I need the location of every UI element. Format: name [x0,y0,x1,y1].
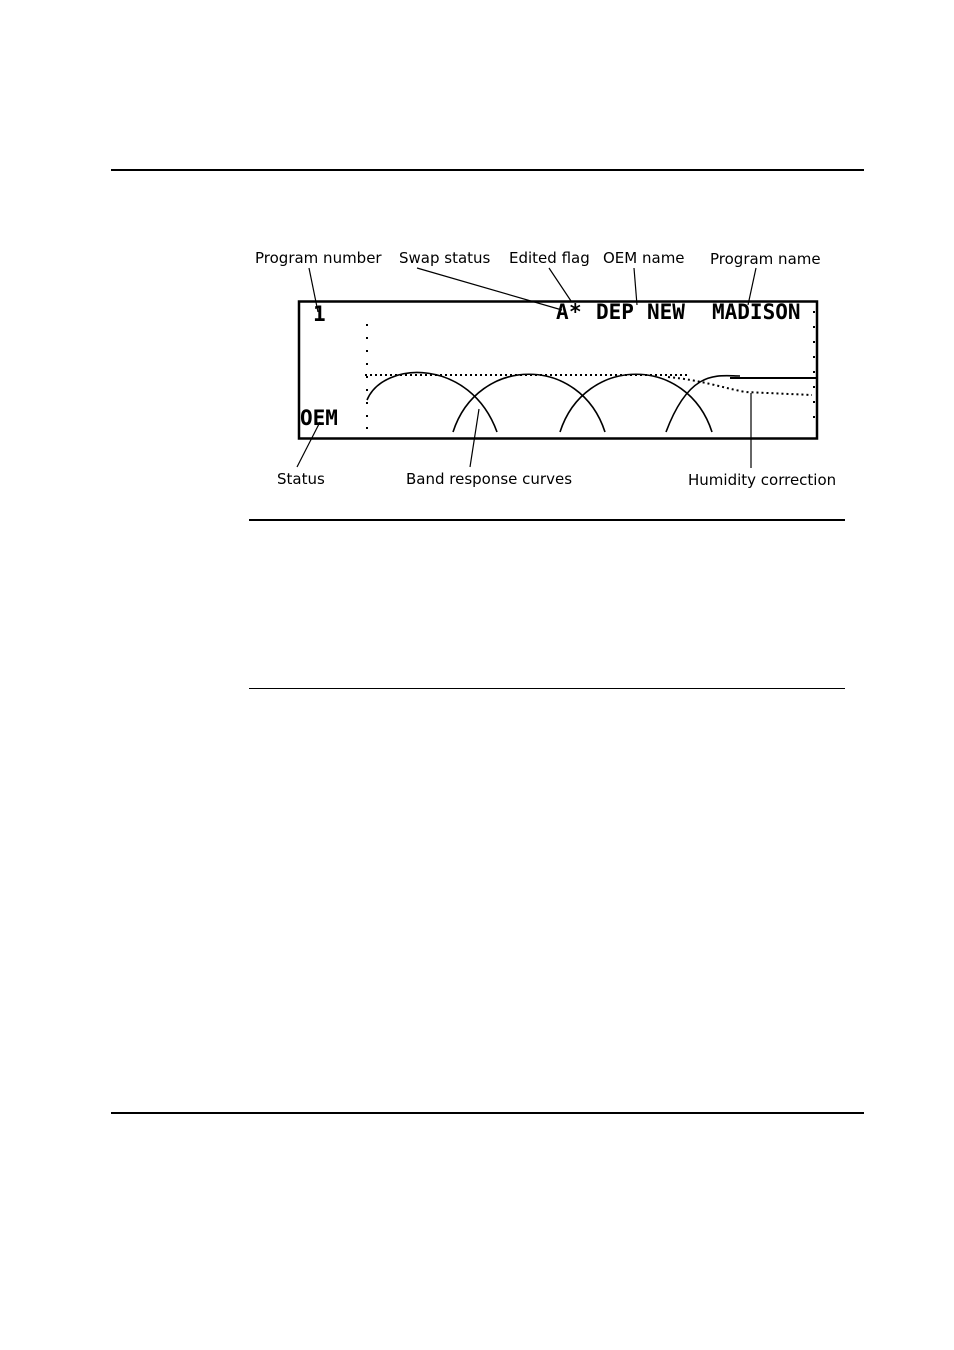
humidity-correction-curve [668,377,812,395]
band-curve-4 [666,376,740,432]
callout-oem-name: OEM name [603,249,685,267]
band-curve-2 [453,374,605,432]
band-curve-3 [560,374,712,432]
lcd-new-label: NEW [647,300,685,324]
leader-oem-name [634,268,637,305]
callout-swap-status: Swap status [399,249,491,267]
callout-band-response-curves: Band response curves [406,470,573,488]
lcd-edited-flag: * [569,300,582,324]
leader-swap-status [417,268,562,310]
lcd-swap-status: A [556,300,569,324]
callout-program-name: Program name [710,250,821,268]
callout-program-number: Program number [255,249,382,267]
callout-edited-flag: Edited flag [509,249,590,267]
callout-humidity-correction: Humidity correction [688,471,837,489]
band-response-curves [367,372,740,432]
lcd-oem-name: DEP [596,300,634,324]
lcd-right-axis [813,311,815,418]
leader-edited-flag [549,268,571,301]
lcd-status: OEM [300,406,338,430]
lcd-left-axis [366,324,368,429]
lcd-program-number: 1 [313,302,326,326]
band-curve-1 [367,372,497,432]
lcd-program-name: MADISON [712,300,801,324]
callout-status: Status [277,470,325,488]
